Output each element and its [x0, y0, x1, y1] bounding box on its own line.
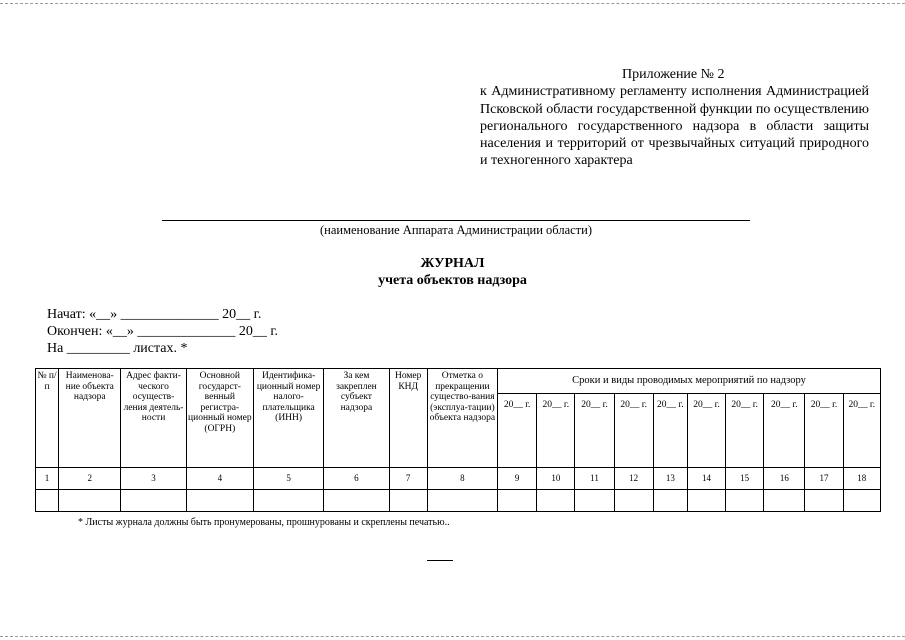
period-header-cell: Сроки и виды проводимых мероприятий по надзору — [498, 369, 881, 394]
year-cell: 20__ г. — [537, 394, 575, 468]
year-cell: 20__ г. — [805, 394, 843, 468]
column-number-cell: 2 — [59, 468, 121, 490]
header-cell: Отметка о прекращении существо-вания (эксплуа-тации) объекта надзора — [427, 369, 497, 468]
header-cell: Номер КНД — [389, 369, 427, 468]
empty-cell — [121, 490, 186, 512]
separator-line — [427, 560, 453, 561]
column-number-cell: 16 — [764, 468, 805, 490]
year-cell: 20__ г. — [843, 394, 880, 468]
column-number-cell: 5 — [253, 468, 323, 490]
header-cell: Наименова-ние объекта надзора — [59, 369, 121, 468]
empty-cell — [687, 490, 725, 512]
organization-caption: (наименование Аппарата Администрации области) — [319, 223, 592, 237]
finished-line: Окончен: «__» ______________ 20__ г. — [47, 324, 278, 339]
appendix-title: Приложение № 2 — [622, 67, 725, 82]
column-number-cell: 17 — [805, 468, 843, 490]
journal-subtitle: учета объектов надзора — [378, 273, 527, 288]
scan-edge-top — [0, 3, 905, 4]
header-cell: Адрес факти-ческого осуществ-ления деятель-ности — [121, 369, 186, 468]
header-cell: Основной государст-венный регистра-ционный номер (ОГРН) — [186, 369, 253, 468]
empty-cell — [764, 490, 805, 512]
column-number-cell: 11 — [575, 468, 614, 490]
column-number-cell: 7 — [389, 468, 427, 490]
header-cell: Идентифика-ционный номер налого-плательщика (ИНН) — [253, 369, 323, 468]
column-number-cell: 8 — [427, 468, 497, 490]
year-cell: 20__ г. — [653, 394, 687, 468]
scan-edge-bottom — [0, 636, 905, 637]
empty-cell — [843, 490, 880, 512]
empty-cell — [389, 490, 427, 512]
empty-cell — [59, 490, 121, 512]
column-number-cell: 12 — [614, 468, 653, 490]
empty-cell — [575, 490, 614, 512]
journal-title: ЖУРНАЛ — [420, 256, 485, 271]
empty-cell — [186, 490, 253, 512]
year-cell: 20__ г. — [687, 394, 725, 468]
organization-name-line — [162, 220, 750, 221]
empty-cell — [805, 490, 843, 512]
empty-cell — [614, 490, 653, 512]
empty-cell — [498, 490, 537, 512]
empty-cell — [726, 490, 764, 512]
column-number-cell: 1 — [36, 468, 59, 490]
year-cell: 20__ г. — [575, 394, 614, 468]
column-number-cell: 10 — [537, 468, 575, 490]
year-cell: 20__ г. — [726, 394, 764, 468]
year-cell: 20__ г. — [764, 394, 805, 468]
empty-cell — [653, 490, 687, 512]
sheets-line: На _________ листах. * — [47, 341, 188, 356]
empty-data-row — [36, 490, 881, 512]
journal-table — [35, 368, 881, 512]
column-number-cell: 9 — [498, 468, 537, 490]
column-number-cell: 14 — [687, 468, 725, 490]
column-number-cell: 13 — [653, 468, 687, 490]
year-cell: 20__ г. — [498, 394, 537, 468]
appendix-block — [480, 66, 869, 170]
started-line: Начат: «__» ______________ 20__ г. — [47, 307, 262, 322]
empty-cell — [537, 490, 575, 512]
empty-cell — [36, 490, 59, 512]
column-number-cell: 4 — [186, 468, 253, 490]
empty-cell — [253, 490, 323, 512]
column-number-cell: 3 — [121, 468, 186, 490]
column-number-cell: 6 — [324, 468, 389, 490]
empty-cell — [427, 490, 497, 512]
appendix-text: к Административному регламенту исполнения Администрацией Псковской области государственной функции по осуществлению регионального государственного надзора в области защиты населения и территорий от чрезвычайных ситуаций природного и техногенного характера — [480, 84, 869, 169]
footnote: * Листы журнала должны быть пронумерованы, прошнурованы и скреплены печатью.. — [78, 517, 450, 528]
empty-cell — [324, 490, 389, 512]
header-cell: № п/п — [36, 369, 59, 468]
year-cell: 20__ г. — [614, 394, 653, 468]
header-cell: За кем закреплен субъект надзора — [324, 369, 389, 468]
column-number-cell: 15 — [726, 468, 764, 490]
column-number-cell: 18 — [843, 468, 880, 490]
